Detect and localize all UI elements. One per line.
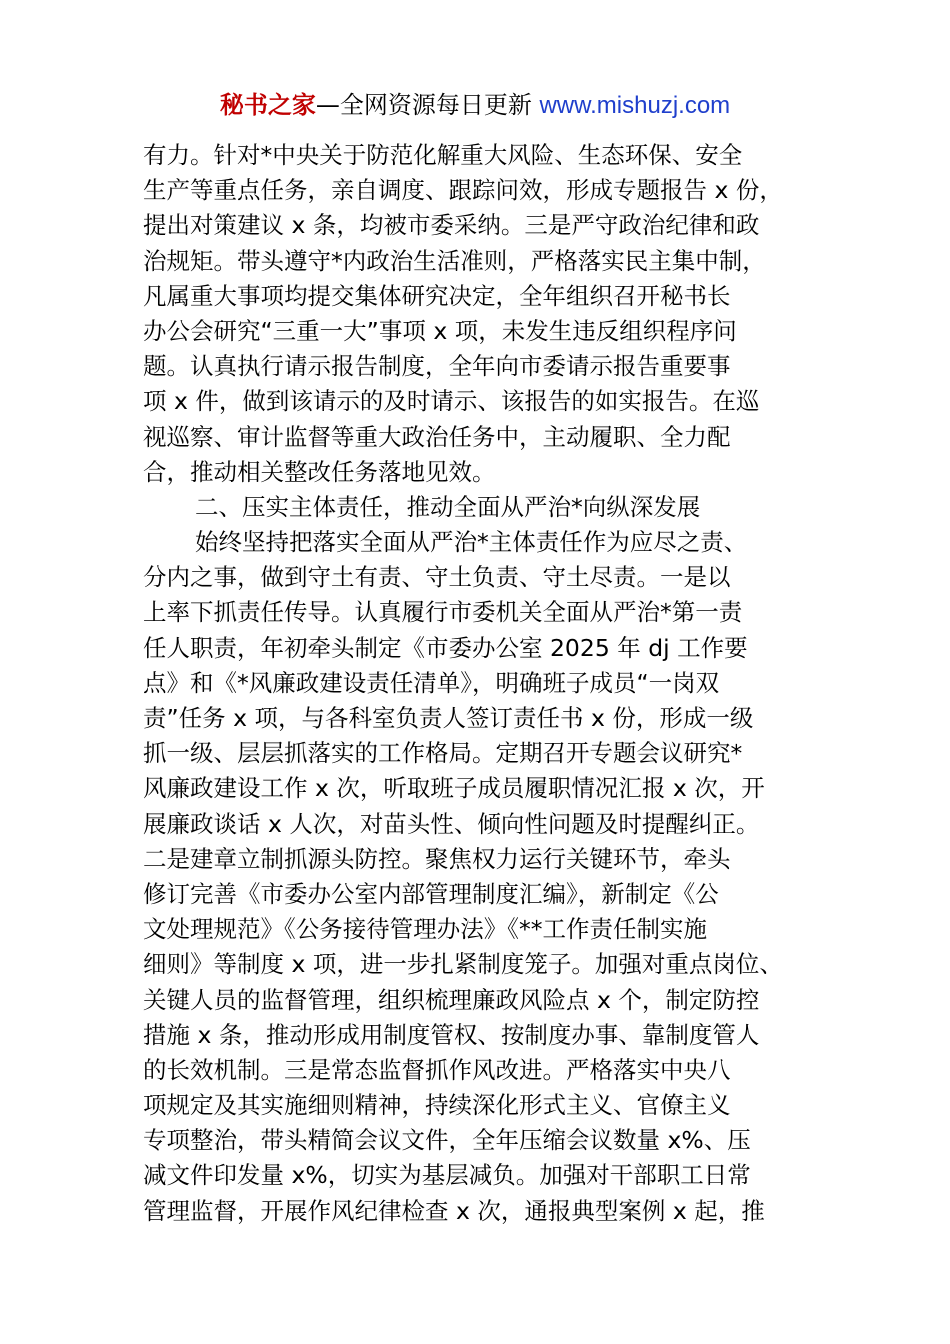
text-line: 细则》等制度 x 项，进一步扎紧制度笼子。加强对重点岗位、 — [143, 950, 783, 979]
brand-slogan: —全网资源每日更新 — [315, 91, 540, 119]
text-line: 展廉政谈话 x 人次，对苗头性、倾向性问题及时提醒纠正。 — [143, 809, 760, 838]
text-line: 抓一级、层层抓落实的工作格局。定期召开专题会议研究* — [143, 739, 743, 768]
text-line: 上率下抓责任传导。认真履行市委机关全面从严治*第一责 — [143, 598, 743, 627]
brand-name: 秘书之家 — [219, 91, 316, 119]
text-line: 责”任务 x 项，与各科室负责人签订责任书 x 份，形成一级 — [143, 704, 754, 732]
text-line: 视巡察、审计监督等重大政治任务中，主动履职、全力配 — [143, 422, 731, 451]
text-line: 二是建章立制抓源头防控。聚焦权力运行关键环节，牵头 — [143, 844, 731, 873]
text-line: 点》和《*风廉政建设责任清单》，明确班子成员“一岗双 — [143, 668, 720, 697]
document-body — [143, 138, 823, 1229]
text-line: 提出对策建议 x 条，均被市委采纳。三是严守政治纪律和政 — [143, 211, 760, 240]
text-line: 的长效机制。三是常态监督抓作风改进。严格落实中央八 — [143, 1055, 731, 1084]
text-line: 项 x 件，做到该请示的及时请示、该报告的如实报告。在巡 — [143, 387, 760, 416]
text-line: 措施 x 条，推动形成用制度管权、按制度办事、靠制度管人 — [143, 1020, 760, 1049]
site-url: www.mishuzj.com — [539, 92, 731, 119]
text-line: 专项整治，带头精简会议文件，全年压缩会议数量 x%、压 — [143, 1126, 751, 1155]
text-line: 项规定及其实施细则精神，持续深化形式主义、官僚主义 — [143, 1091, 731, 1120]
text-line: 生产等重点任务，亲自调度、跟踪问效，形成专题报告 x 份， — [143, 176, 783, 205]
text-line: 题。认真执行请示报告制度，全年向市委请示报告重要事 — [143, 352, 731, 381]
text-line: 文处理规范》《公务接待管理办法》《**工作责任制实施 — [143, 915, 707, 944]
text-line: 始终坚持把落实全面从严治*主体责任作为应尽之责、 — [195, 528, 748, 557]
text-line: 凡属重大事项均提交集体研究决定，全年组织召开秘书长 — [143, 281, 731, 310]
text-line: 办公会研究“三重一大”事项 x 项，未发生违反组织程序问 — [143, 316, 737, 345]
text-line: 减文件印发量 x%，切实为基层减负。加强对干部职工日常 — [143, 1161, 751, 1190]
text-line: 关键人员的监督管理，组织梳理廉政风险点 x 个，制定防控 — [143, 985, 760, 1014]
text-line: 治规矩。带头遵守*内政治生活准则，严格落实民主集中制， — [143, 246, 766, 275]
text-line: 风廉政建设工作 x 次，听取班子成员履职情况汇报 x 次，开 — [143, 774, 765, 803]
text-line: 合，推动相关整改任务落地见效。 — [143, 457, 496, 486]
section-heading: 二、压实主体责任，推动全面从严治*向纵深发展 — [195, 492, 701, 521]
text-line: 分内之事，做到守土有责、守土负责、守土尽责。一是以 — [143, 563, 731, 592]
watermark-header — [0, 88, 950, 123]
text-line: 任人职责，年初牵头制定《市委办公室 2025 年 dj 工作要 — [143, 633, 748, 662]
text-line: 修订完善《市委办公室内部管理制度汇编》，新制定《公 — [143, 879, 719, 908]
text-line: 管理监督，开展作风纪律检查 x 次，通报典型案例 x 起，推 — [143, 1196, 765, 1225]
text-line: 有力。针对*中央关于防范化解重大风险、生态环保、安全 — [143, 141, 743, 169]
